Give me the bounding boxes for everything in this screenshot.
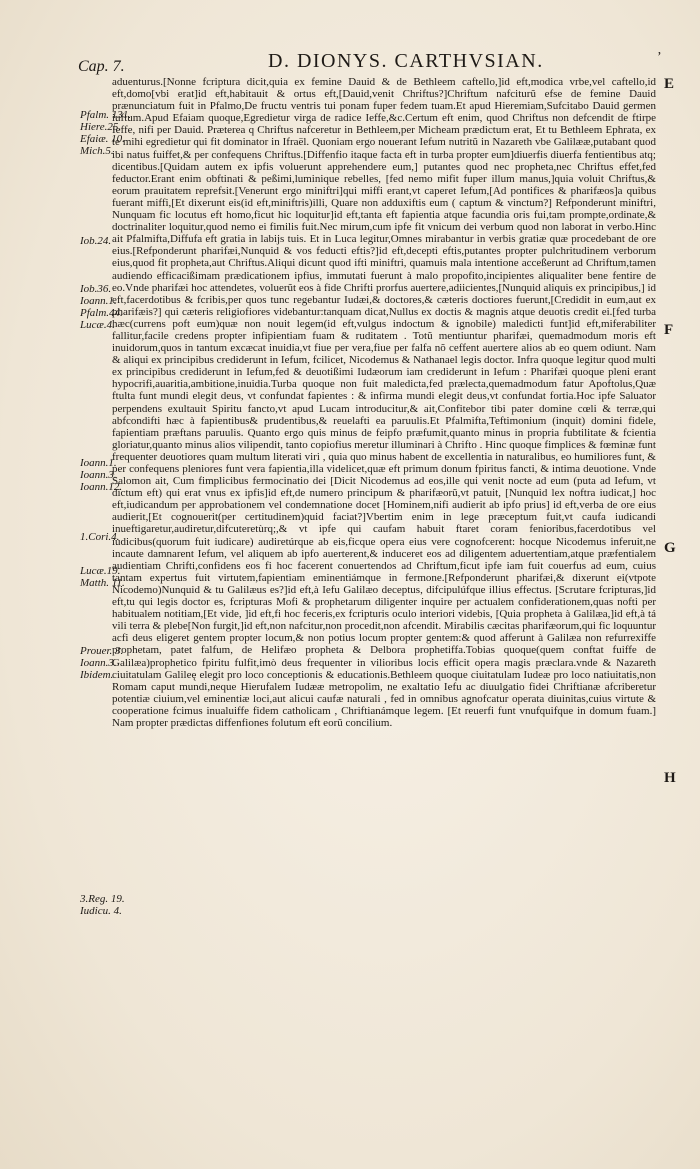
margin-note: Iob.24. [80, 235, 112, 247]
margin-note: Efaiæ. 10. [80, 133, 125, 145]
section-letter-f: F [664, 322, 674, 338]
margin-note: Lucæ.19. [80, 565, 121, 577]
margin-note: Ioann.1. [80, 295, 117, 307]
margin-note: Prouer. 3. [80, 645, 124, 657]
section-letter-h: H [664, 770, 676, 786]
margin-note: Ioann.3. [80, 657, 117, 669]
margin-note: Lucæ.4. [80, 319, 115, 331]
body-paragraph: aduenturus.[Nonne fcriptura dicit,quia ex femine Dauid & de Bethleem caftello,]id eft,modica vrbe,vel caftello,id eft,domo[vbi erat]id eft,habitauit & ortus eft,[Dauid,venit Chriftus?]Chriftum nafciturũ efse de femine Dauid prænunciatum fuit in Pfalmo,De fructu ventris tui ponam fuper fedem tuam.Et apud Hieremiam,Sufcitabo Dauid germen iuftum.Apud Efaiam quoque,Egredietur virga de radice Ieffe,&c.Certum eft enim, quod Chriftus non defcendit de ftirpe Ieffe, nifi per Dauid. Præterea q Chriftus nafceretur in Bethleem,per Micheam prædictum erat, Et tu Bethleem Ephrata, ex te mihi egredietur qui fit dominator in Ifraël. Quoniam ergo nouerant Iefum nutritũ in Nazareth vbe Galilææ,putabant quod ibi natus fuiffet,& per confequens Chriftus.[Diffenfio itaque facta eft in turba propter eum]diuerfis diuerfa fentientibus atq; dicentibus.[Quidam autem ex ipfis voluerunt apprehendere eum,] putantes quod nec propheta,nec Chriftus effet,fed feductor.Erant enim obftinati & peßimi,luminique rebelles, [fed nemo mifit fuper illum manus,]quia voluit Chriftus,& eorum prauitatem reprefsit.[Venerunt ergo miniftri]qui miffi erant,vt caperet Iefum,[Ad pontifices & pharifæos]a quibus fuerant miffi,[Et dixerunt eis(id eft,miniftris)illi, Quare non adduxiftis eum ( captum & vinctum?] Refponderunt miniftri, Nunquam fic locutus eft homo,ficut hic loquitur]id eft,tanta eft fapientia atque facundia oris fui,tam prompte,ordinate,& doctrinaliter loquitur,quod nemo ei fimilis fuit.Nec mirum,cum ipfe fit vnicum dei verbum quod non laborat in verbo.Hinc ait Pfalmifta,Diffufa eft gratia in labijs tuis. Et in Luca legitur,Omnes mirabantur in verbis gratiæ quæ procedebant de ore eius.[Refponderunt pharifæi,Nunquid & vos feducti eftis?]id eft,decepti eftis,putantes propter pulchritudinem verborum eius,quod fit propheta,aut Chriftus.Aliqui dicunt quod ifti miniftri, quamuis mala intentione acceßerunt ad Chriftum,tamen audiendo efficacißimam prædicationem ipfius, immutati fuerunt à malo propofito,incipientes aliqualiter bene fentire de eo.Vnde pharifæi hoc attendetes, voluerũt eos à fide Chrifti prorfus auertere,adiicientes,[Nunquid aliquis ex principibus,] id eft,facerdotibus & fcribis,per quos tunc regebantur Iudæi,& doctores,& cæteris doctiores fuerunt,[Credidit in eum,aut ex pharifæis?] qui cæteris religiofiores videbantur:tanquam dicat,Nullus ex doctis & magnis atque deuotis credit ei.[fed turba hæc(currens poft eum)quæ non nouit legem(id eft,vulgus indoctum & ignobile) maledicti funt]id eft,miferabiliter fallitur,facile credens propter infipientiam fuam & ruditatem . Totũ mentiuntur pharifæi, quemadmodum moris eft inuidorum,quos in tantum excæcat inuidia,vt fiue per vera,fiue per falfa nõ ceffent auertere alios ab eo quem odiunt. Nam & aliqui ex principibus crediderunt in Iefum, fcilicet, Nicodemus & Nathanael legis doctor. Infra quoque legitur quod multi ex principibus crediderunt in Iefum,fed & deuotißimi Iudæorum iam crediderunt in Iefum : Pharifæi quoque pleni erant hypocrifi,auaritia,ambitione,inuidia.Turba quoque non fuit maledicta,fed prælecta,quemadmodum fatur Apoftolus,Quæ ftulta funt mundi elegit deus, vt confundat fapientes : & infirma mundi elegit deus,vt confundat fortia.Hoc ipfe Saluator perpendens exultauit Spiritu fancto,vt apud Lucam introducitur,& ait,Confitebor tibi pater domine cœli & terræ,qui abfcondifti hæc à fapientibus& prudentibus,& reuelafti ea paruulis.Et Pfalmifta,Teftimonium (inquit) domini fidele, fapientiam præftans paruulis. Quanto ergo quis minus de feipfo præfumit,quanto minus in propria fubtilitate & fcientia gloriatur,quanto minus alios vilipendit, tanto copiofius meretur illuminari à Chrifto . Hinc quoque fimplices & fœminæ funt frequenter deuotiores quam multum literati viri , quia quo minus habent de excellentia in naturalibus, eo humiliores funt, & per confequens pleniores funt vera fapientia,illa videlicet,quæ eft primum donum fpiritus fancti, & intima deuotione. Vnde Salomon ait, Cum fimplicibus fermocinatio dei [Dicit Nicodemus ad eos,ille qui venit nocte ad eum (puta ad Iefum, vt dictum eft) qui erat vnus ex ipfis]id eft,de numero principum & pharifæorũ,vt patuit, [Nunquid lex noftra iudicat,] hoc eft,iudicandum per approbationem vel condemnatione docet [Hominem,nifi audierit ab ipfo prius] id eft,verba de ore eius audierit,[Et cognouerit(per certitudinem)quid faciat?]Vbertim enim in lege præceptum fuit,vt caufa iudicandi inueftigaretur,audiretur,difcuteretùrq;,& vt ipfe qui caufam habuit ftaret coram fenioribus,facerdotibus vel iudicibus(quorum fuit iudicare) audiretúrque ab eis,ficque opera eius vere cognofcerent: hocque Nicodemus inferuit,ne incaute damnarent Iefum, vel aliquem ab ipfo auerterent,& induceret eos ad diligentem aduertentiam,atque præfentialem audientiam Chrifti,confidens eos fi hoc facerent conuertendos ad Chriftum,ficut ipfe iam fuit couerfus ad eum, cuius tantam expertus fuit virtutem,fapientiam eminentiámque in fermone.[Refponderunt pharifæi,& dixerunt ei(vtpote Nicodemo)Nunquid & tu Galilæus es?]id eft,à Iefu Galilæo deceptus, difcipulúfque illius effectus. [Scrutare fcripturas,]id eft,tu qui legis doctor es, fcripturas Mofi & prophetarum diligenter inquire per actualem confiderationem,quas nofti per habitualem notitiam,[Et vide, ]id eft,fi hoc feceris,ex fcripturis oculo interiori videbis, [Quia propheta à Galilæa,]id eft,à tá vili terra & plebe[Non furgit,]id eft,non nafcitur,non procedit,non afcendit. Mirabilis cæcitas pharifæorum,qui fic loquuntur acfi deus eligeret gentem propter locum,& non potius locum propter gentem:& quod afferunt à Galilæa non refurrexiffe prophetam, patet falfum, de Helifæo propheta & Delbora prophetiffa.Tobias quoque(quem conftat fuiffe de Galilæa)prophetico fpiritu fulfit,imò deus frequenter in vilioribus locis efficit opera magis præclara.vnde & Nazareth ciuitatulam Galileę elegit pro loco conceptionis & educationis.Bethleem quoque ciuitatulam Iudeæ pro loco natiuitatis,non Romam caput mundi,neque Hierufalem Iudææ metropolim, ne exaltatio Iefu ac diuulgatio fidei Chriftianæ afcriberetur potentiæ ciuium,vel eminentiæ loci,aut alicui caufæ naturali , fed in omnibus agnofcatur operata diuinitas,cuius virtute & cooperatione fcimus inualuiffe fidem catholicam , Chriftianámque legem. [Et reuerfi funt vnufquifque in domum fuam.] Nam propter prædictas diffenfiones folutum eft eorũ concilium. [112, 76, 656, 729]
margin-note: Mich.5. [80, 145, 114, 157]
margin-note: Ibidem. [80, 669, 114, 681]
chapter-label: Cap. 7. [78, 58, 125, 75]
corner-mark: ʼ [657, 50, 662, 65]
margin-note: 3.Reg. 19. [80, 893, 125, 905]
margin-note: Pfalm. 131. [80, 109, 132, 121]
section-letter-g: G [664, 540, 676, 556]
commentary-text [112, 76, 656, 1076]
margin-note: Iob.36. [80, 283, 112, 295]
margin-note: Ioann.12. [80, 481, 123, 493]
margin-note: Hiere.25. [80, 121, 122, 133]
margin-note: 1.Cori.4. [80, 531, 120, 543]
section-letter-e: E [664, 76, 675, 92]
margin-note: Pfalm.44. [80, 307, 123, 319]
running-title: D. DIONYS. CARTHVSIAN. [268, 50, 544, 72]
margin-note: Ioann.3. [80, 469, 117, 481]
margin-note: Iudicu. 4. [80, 905, 122, 917]
margin-note: Matth. 11. [80, 577, 125, 589]
margin-note: Ioann.1. [80, 457, 117, 469]
